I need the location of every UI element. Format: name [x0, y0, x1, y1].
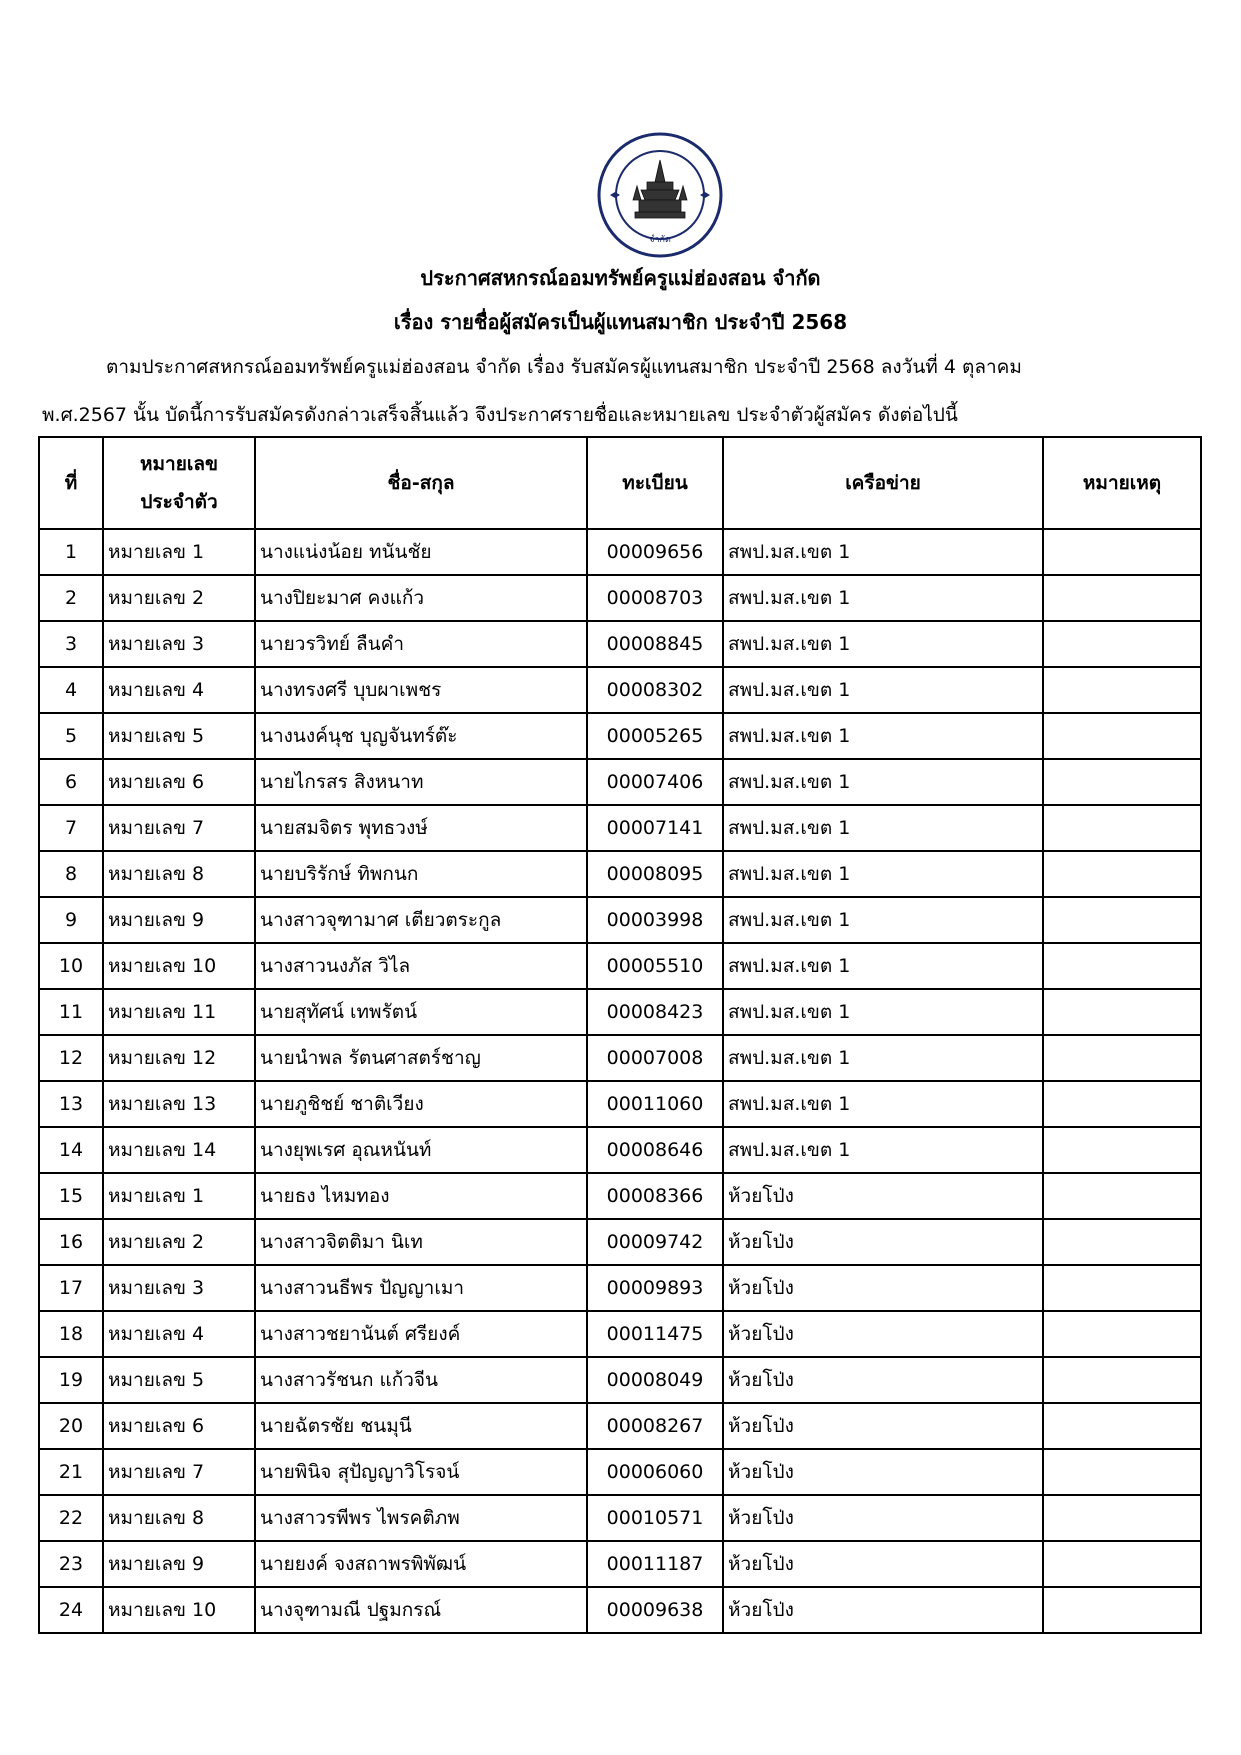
- cell-remark: [1043, 1311, 1201, 1357]
- cell-no: 19: [39, 1357, 103, 1403]
- cell-name: นายสุทัศน์ เทพรัตน์: [255, 989, 587, 1035]
- cell-no: 22: [39, 1495, 103, 1541]
- table-row: [39, 851, 1201, 897]
- cell-reg: 00011475: [587, 1311, 723, 1357]
- cell-name: นางสาวนธีพร ปัญญาเมา: [255, 1265, 587, 1311]
- cell-number: หมายเลข 5: [103, 713, 255, 759]
- table-row: [39, 1219, 1201, 1265]
- table-row: [39, 1311, 1201, 1357]
- header-network: เครือข่าย: [723, 437, 1043, 529]
- cell-no: 13: [39, 1081, 103, 1127]
- cell-no: 2: [39, 575, 103, 621]
- cell-name: นายบริรักษ์ ทิพกนก: [255, 851, 587, 897]
- cell-remark: [1043, 667, 1201, 713]
- table-row: [39, 1035, 1201, 1081]
- cell-remark: [1043, 851, 1201, 897]
- cell-network: ห้วยโป่ง: [723, 1587, 1043, 1633]
- cell-reg: 00003998: [587, 897, 723, 943]
- cell-name: นายนำพล รัตนศาสตร์ชาญ: [255, 1035, 587, 1081]
- cell-no: 3: [39, 621, 103, 667]
- cell-no: 15: [39, 1173, 103, 1219]
- cell-no: 23: [39, 1541, 103, 1587]
- cell-reg: 00008646: [587, 1127, 723, 1173]
- cell-number: หมายเลข 1: [103, 1173, 255, 1219]
- cell-name: นางสาวรัชนก แก้วจีน: [255, 1357, 587, 1403]
- table-row: [39, 759, 1201, 805]
- cell-remark: [1043, 1587, 1201, 1633]
- cell-name: นางจุฑามณี ปฐมกรณ์: [255, 1587, 587, 1633]
- cell-network: ห้วยโป่ง: [723, 1541, 1043, 1587]
- cell-reg: 00008703: [587, 575, 723, 621]
- cell-reg: 00009742: [587, 1219, 723, 1265]
- cell-name: นางแน่งน้อย ทนันชัย: [255, 529, 587, 575]
- cell-remark: [1043, 989, 1201, 1035]
- header-number-line1: หมายเลข: [140, 453, 218, 475]
- cell-name: นางสาวรพีพร ไพรคติภพ: [255, 1495, 587, 1541]
- table-row: [39, 1587, 1201, 1633]
- cell-number: หมายเลข 14: [103, 1127, 255, 1173]
- table-row: [39, 1449, 1201, 1495]
- cell-network: ห้วยโป่ง: [723, 1219, 1043, 1265]
- cell-reg: 00010571: [587, 1495, 723, 1541]
- cell-reg: 00011060: [587, 1081, 723, 1127]
- cell-reg: 00008302: [587, 667, 723, 713]
- cell-reg: 00009638: [587, 1587, 723, 1633]
- cell-remark: [1043, 1127, 1201, 1173]
- cell-remark: [1043, 1219, 1201, 1265]
- cell-network: สพป.มส.เขต 1: [723, 851, 1043, 897]
- table-row: [39, 897, 1201, 943]
- cell-remark: [1043, 1357, 1201, 1403]
- cell-remark: [1043, 529, 1201, 575]
- cell-remark: [1043, 897, 1201, 943]
- cell-reg: 00009656: [587, 529, 723, 575]
- cell-no: 11: [39, 989, 103, 1035]
- table-row: [39, 713, 1201, 759]
- cell-no: 21: [39, 1449, 103, 1495]
- cell-no: 14: [39, 1127, 103, 1173]
- cell-number: หมายเลข 4: [103, 1311, 255, 1357]
- cell-network: สพป.มส.เขต 1: [723, 1081, 1043, 1127]
- cell-remark: [1043, 1081, 1201, 1127]
- cell-remark: [1043, 621, 1201, 667]
- cell-network: สพป.มส.เขต 1: [723, 1035, 1043, 1081]
- cell-no: 12: [39, 1035, 103, 1081]
- cell-network: สพป.มส.เขต 1: [723, 529, 1043, 575]
- cell-name: นางสาวชยานันต์ ศรียงค์: [255, 1311, 587, 1357]
- cell-network: ห้วยโป่ง: [723, 1495, 1043, 1541]
- cell-name: นายภูชิชย์ ชาติเวียง: [255, 1081, 587, 1127]
- cell-no: 9: [39, 897, 103, 943]
- cell-reg: 00008366: [587, 1173, 723, 1219]
- cell-reg: 00005265: [587, 713, 723, 759]
- table-row: [39, 621, 1201, 667]
- cell-number: หมายเลข 3: [103, 621, 255, 667]
- cell-reg: 00007406: [587, 759, 723, 805]
- cell-number: หมายเลข 10: [103, 1587, 255, 1633]
- cooperative-logo: [595, 130, 725, 260]
- cell-remark: [1043, 1035, 1201, 1081]
- table-row: [39, 1357, 1201, 1403]
- cell-name: นายฉัตรชัย ชนมุนี: [255, 1403, 587, 1449]
- cell-remark: [1043, 805, 1201, 851]
- table-row: [39, 1173, 1201, 1219]
- cell-no: 6: [39, 759, 103, 805]
- cell-name: นายไกรสร สิงหนาท: [255, 759, 587, 805]
- table-row: [39, 1081, 1201, 1127]
- cell-remark: [1043, 713, 1201, 759]
- intro-line-1: ตามประกาศสหกรณ์ออมทรัพย์ครูแม่ฮ่องสอน จำกัด เรื่อง รับสมัครผู้แทนสมาชิก ประจำปี 2568 ลงวันที่ 4 ตุลาคม: [106, 356, 1022, 378]
- cell-network: สพป.มส.เขต 1: [723, 713, 1043, 759]
- cell-name: นายวรวิทย์ ลืนคำ: [255, 621, 587, 667]
- table-row: [39, 575, 1201, 621]
- cell-no: 4: [39, 667, 103, 713]
- cell-network: สพป.มส.เขต 1: [723, 667, 1043, 713]
- table-row: [39, 667, 1201, 713]
- cell-number: หมายเลข 4: [103, 667, 255, 713]
- cell-name: นายยงค์ จงสถาพรพิพัฒน์: [255, 1541, 587, 1587]
- cell-number: หมายเลข 6: [103, 759, 255, 805]
- cell-number: หมายเลข 9: [103, 1541, 255, 1587]
- cell-network: สพป.มส.เขต 1: [723, 805, 1043, 851]
- cell-no: 17: [39, 1265, 103, 1311]
- cell-network: สพป.มส.เขต 1: [723, 621, 1043, 667]
- table-row: [39, 529, 1201, 575]
- cell-reg: 00007141: [587, 805, 723, 851]
- table-row: [39, 1495, 1201, 1541]
- cell-number: หมายเลข 6: [103, 1403, 255, 1449]
- table-row: [39, 1265, 1201, 1311]
- cell-no: 18: [39, 1311, 103, 1357]
- cell-number: หมายเลข 2: [103, 1219, 255, 1265]
- table-row: [39, 1127, 1201, 1173]
- cell-no: 10: [39, 943, 103, 989]
- header-remark: หมายเหตุ: [1043, 437, 1201, 529]
- cell-no: 20: [39, 1403, 103, 1449]
- cell-name: นางสาวนงภัส วิไล: [255, 943, 587, 989]
- cell-name: นางยุพเรศ อุณหนันท์: [255, 1127, 587, 1173]
- cell-number: หมายเลข 10: [103, 943, 255, 989]
- cell-remark: [1043, 1541, 1201, 1587]
- cell-no: 1: [39, 529, 103, 575]
- cell-no: 5: [39, 713, 103, 759]
- cell-remark: [1043, 1449, 1201, 1495]
- cell-network: ห้วยโป่ง: [723, 1173, 1043, 1219]
- cell-number: หมายเลข 13: [103, 1081, 255, 1127]
- cell-network: สพป.มส.เขต 1: [723, 943, 1043, 989]
- cell-name: นายสมจิตร พุทธวงษ์: [255, 805, 587, 851]
- cell-reg: 00009893: [587, 1265, 723, 1311]
- table-row: [39, 1541, 1201, 1587]
- cell-number: หมายเลข 7: [103, 805, 255, 851]
- cell-reg: 00006060: [587, 1449, 723, 1495]
- cell-network: สพป.มส.เขต 1: [723, 989, 1043, 1035]
- cell-name: นายพินิจ สุปัญญาวิโรจน์: [255, 1449, 587, 1495]
- table-header-row: [39, 437, 1201, 529]
- header-no: ที่: [39, 437, 103, 529]
- cell-number: หมายเลข 7: [103, 1449, 255, 1495]
- cell-reg: 00008267: [587, 1403, 723, 1449]
- cell-remark: [1043, 759, 1201, 805]
- document-subject: เรื่อง รายชื่อผู้สมัครเป็นผู้แทนสมาชิก ประจำปี 2568: [393, 310, 848, 334]
- cell-remark: [1043, 1173, 1201, 1219]
- cell-reg: 00011187: [587, 1541, 723, 1587]
- header-reg: ทะเบียน: [587, 437, 723, 529]
- cell-reg: 00008845: [587, 621, 723, 667]
- cell-network: ห้วยโป่ง: [723, 1403, 1043, 1449]
- cell-number: หมายเลข 3: [103, 1265, 255, 1311]
- cell-name: นางสาวจุฑามาศ เตียวตระกูล: [255, 897, 587, 943]
- cell-network: ห้วยโป่ง: [723, 1311, 1043, 1357]
- cell-no: 8: [39, 851, 103, 897]
- cell-remark: [1043, 1403, 1201, 1449]
- cell-number: หมายเลข 8: [103, 851, 255, 897]
- cell-network: ห้วยโป่ง: [723, 1357, 1043, 1403]
- cell-reg: 00007008: [587, 1035, 723, 1081]
- cell-number: หมายเลข 8: [103, 1495, 255, 1541]
- table-row: [39, 989, 1201, 1035]
- cell-number: หมายเลข 12: [103, 1035, 255, 1081]
- cell-reg: 00008095: [587, 851, 723, 897]
- cell-network: ห้วยโป่ง: [723, 1449, 1043, 1495]
- cell-name: นางปิยะมาศ คงแก้ว: [255, 575, 587, 621]
- cell-name: นายธง ไหมทอง: [255, 1173, 587, 1219]
- document-title: ประกาศสหกรณ์ออมทรัพย์ครูแม่ฮ่องสอน จำกัด: [420, 266, 821, 290]
- intro-line-2: พ.ศ.2567 นั้น บัดนี้การรับสมัครดังกล่าวเสร็จสิ้นแล้ว จึงประกาศรายชื่อและหมายเลข ประจำตัวผู้สมัคร ดังต่อไปนี้: [42, 404, 958, 426]
- cell-no: 7: [39, 805, 103, 851]
- table-row: [39, 805, 1201, 851]
- cell-reg: 00008049: [587, 1357, 723, 1403]
- cell-number: หมายเลข 1: [103, 529, 255, 575]
- cell-number: หมายเลข 2: [103, 575, 255, 621]
- header-number-line2: ประจำตัว: [140, 491, 218, 513]
- cell-no: 24: [39, 1587, 103, 1633]
- cell-network: สพป.มส.เขต 1: [723, 1127, 1043, 1173]
- cell-number: หมายเลข 11: [103, 989, 255, 1035]
- cell-number: หมายเลข 5: [103, 1357, 255, 1403]
- cell-remark: [1043, 1495, 1201, 1541]
- cell-reg: 00008423: [587, 989, 723, 1035]
- cell-no: 16: [39, 1219, 103, 1265]
- cell-reg: 00005510: [587, 943, 723, 989]
- logo-bottom-text: จำกัด: [649, 235, 671, 245]
- table-row: [39, 943, 1201, 989]
- cell-number: หมายเลข 9: [103, 897, 255, 943]
- cell-name: นางสาวจิตติมา นิเท: [255, 1219, 587, 1265]
- header-name: ชื่อ-สกุล: [255, 437, 587, 529]
- cell-name: นางนงค์นุช บุญจันทร์ต๊ะ: [255, 713, 587, 759]
- cell-network: สพป.มส.เขต 1: [723, 759, 1043, 805]
- cell-remark: [1043, 575, 1201, 621]
- cell-network: สพป.มส.เขต 1: [723, 575, 1043, 621]
- cell-network: ห้วยโป่ง: [723, 1265, 1043, 1311]
- table-row: [39, 1403, 1201, 1449]
- cell-network: สพป.มส.เขต 1: [723, 897, 1043, 943]
- cell-remark: [1043, 943, 1201, 989]
- cell-remark: [1043, 1265, 1201, 1311]
- header-number: [103, 437, 255, 529]
- cell-name: นางทรงศรี บุบผาเพชร: [255, 667, 587, 713]
- candidate-table: [38, 436, 1202, 1634]
